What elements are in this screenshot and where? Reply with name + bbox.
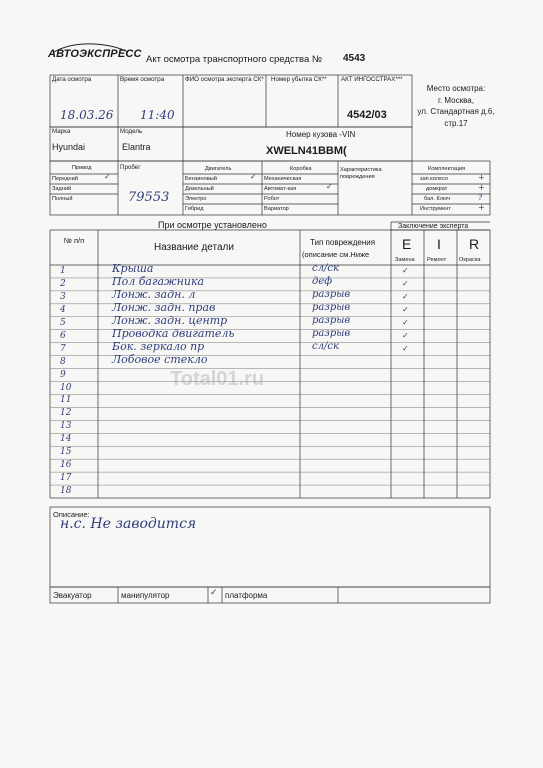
replace-check-icon: ✓ <box>402 330 409 340</box>
row-part-name: Лобовое стекло <box>112 352 208 366</box>
engine-label: Двигатель <box>205 166 232 172</box>
column-repair: Ремонт <box>427 257 447 263</box>
row-number: 2 <box>60 278 66 289</box>
table-row <box>50 382 490 395</box>
column-e: E <box>402 236 412 252</box>
kit-tools-mark: + <box>478 203 485 212</box>
table-row <box>50 459 490 472</box>
mileage-value: 79553 <box>128 190 170 205</box>
table-row <box>50 446 490 459</box>
row-number: 12 <box>60 408 72 419</box>
column-damage-type-note: (описание см.Ниже <box>302 250 370 259</box>
row-number: 3 <box>60 291 66 302</box>
place-line-1: г. Москва, <box>438 95 474 105</box>
table-caption: При осмотре установлено <box>158 220 267 230</box>
notes-text: н.с. Не заводится <box>60 516 197 532</box>
row-part-name: Лонж. задн. прав <box>112 300 216 314</box>
act-ingos-value: 4542/03 <box>347 109 387 121</box>
evac-platform: платформа <box>225 591 268 600</box>
row-number: 4 <box>60 304 66 315</box>
place-line-3: стр.17 <box>444 118 468 128</box>
row-damage-type: деф <box>312 275 333 287</box>
kit-spare-wheel: зап.колесо <box>420 176 449 182</box>
replace-check-icon: ✓ <box>402 317 409 327</box>
watermark-text: Total01.ru <box>170 368 265 390</box>
kit-wrench: бал. Ключ <box>424 196 451 202</box>
table-row <box>50 433 490 446</box>
column-r: R <box>469 236 480 252</box>
table-row <box>50 407 490 420</box>
expert-conclusion-label: Заключение эксперта <box>398 223 469 230</box>
kit-spare-mark: + <box>478 173 485 182</box>
place-label: Место осмотра: <box>426 84 486 93</box>
act-ingos-label: АКТ ИНГОССТРАХ*** <box>341 76 403 83</box>
column-number: № п/п <box>63 236 85 245</box>
row-damage-type: разрыв <box>312 301 351 313</box>
evac-label: Эвакуатор <box>53 591 92 600</box>
model-value: Elantra <box>122 142 151 152</box>
row-part-name: Лонж. задн. л <box>112 287 196 301</box>
logo-text: АВТОЭКСПРЕСС <box>48 48 142 60</box>
evac-manipulator: манипулятор <box>121 591 170 600</box>
mileage-label: Пробег <box>120 164 141 171</box>
drive-rear: Задний <box>52 186 72 192</box>
row-number: 9 <box>60 369 66 380</box>
table-row <box>50 352 490 369</box>
kit-label: Комплектация <box>428 166 466 172</box>
make-value: Hyundai <box>52 142 86 152</box>
row-number: 11 <box>60 395 72 406</box>
replace-check-icon: ✓ <box>402 278 409 288</box>
row-number: 6 <box>60 330 66 341</box>
damage-characteristics-label: Характеристика повреждения <box>340 167 382 180</box>
row-number: 1 <box>60 266 66 276</box>
gearbox-auto: Автомат-кая <box>264 186 297 192</box>
table-row <box>50 394 490 407</box>
drive-full: Полный <box>52 196 73 202</box>
kit-tools: Инструмент <box>420 206 451 212</box>
replace-check-icon: ✓ <box>402 266 409 275</box>
row-number: 7 <box>60 343 66 354</box>
page-title: Акт осмотра транспортного средства № <box>146 54 323 65</box>
act-number: 4543 <box>343 53 366 64</box>
replace-check-icon: ✓ <box>402 291 409 301</box>
gearbox-cvt: Вариатор <box>264 206 289 212</box>
drive-label: Привод <box>72 165 92 171</box>
make-label: Марка <box>52 128 71 135</box>
kit-jack: домкрат <box>426 186 448 192</box>
kit-wrench-mark: ? <box>478 193 483 202</box>
column-i: I <box>437 236 441 252</box>
gearbox-auto-check-icon: ✓ <box>326 182 333 191</box>
table-row <box>50 485 490 498</box>
expert-label: ФИО осмотра эксперта СК* <box>185 76 264 83</box>
row-number: 14 <box>60 434 72 445</box>
row-part-name: Крыша <box>112 262 154 275</box>
drive-front-check-icon: ✓ <box>104 172 111 181</box>
row-part-name: Бок. зеркало пр <box>112 339 205 353</box>
row-part-name: Пол багажника <box>112 274 205 288</box>
engine-diesel: Дизельный <box>185 186 214 192</box>
kit-jack-mark: + <box>478 183 485 192</box>
time-label: Время осмотра <box>120 76 165 83</box>
evac-manipulator-check-icon: ✓ <box>210 588 218 598</box>
row-number: 16 <box>60 460 72 471</box>
row-number: 8 <box>60 356 66 367</box>
row-number: 5 <box>60 317 66 328</box>
column-replace: Замена <box>395 257 415 263</box>
replace-check-icon: ✓ <box>402 343 409 353</box>
time-value: 11:40 <box>140 108 175 122</box>
engine-petrol: Бензиновый <box>185 176 217 182</box>
row-damage-type: разрыв <box>312 327 351 339</box>
column-damage-type: Тип повреждения <box>310 238 376 247</box>
table-row <box>50 369 490 382</box>
engine-hybrid: Гибрид <box>185 206 204 212</box>
date-label: Дата осмотра <box>52 76 92 83</box>
gearbox-manual: Механическая <box>264 176 302 182</box>
drive-front: Передний <box>52 176 78 182</box>
date-value: 18.03.26 <box>60 108 114 122</box>
engine-petrol-check-icon: ✓ <box>250 172 257 181</box>
row-damage-type: разрыв <box>312 314 351 326</box>
model-label: Модель <box>120 128 143 135</box>
vin-label: Номер кузова -VIN <box>286 130 356 139</box>
inspection-place <box>416 83 496 129</box>
column-part-name: Название детали <box>154 242 234 253</box>
place-line-2: ул. Стандартная д.6, <box>417 107 495 117</box>
row-part-name: Лонж. задн. центр <box>112 313 228 327</box>
row-number: 13 <box>60 421 72 432</box>
row-number: 15 <box>60 447 72 458</box>
row-damage-type: сл/ск <box>312 263 339 274</box>
table-row <box>50 420 490 433</box>
gearbox-label: Коробка <box>290 166 312 172</box>
gearbox-robot: Робот <box>264 196 280 202</box>
replace-check-icon: ✓ <box>402 304 409 314</box>
table-row <box>50 472 490 485</box>
row-number: 10 <box>60 382 72 393</box>
row-part-name: Проводка двигатель <box>112 326 235 340</box>
row-number: 18 <box>60 486 72 497</box>
vin-value: XWELN41BBM( <box>266 145 347 157</box>
row-damage-type: сл/ск <box>312 340 339 352</box>
notes-label: Описание: <box>53 510 90 519</box>
engine-electric: Электро <box>185 196 207 202</box>
column-paint: Окраска <box>459 257 481 263</box>
row-number: 17 <box>60 473 72 484</box>
loss-number-label: Номер убытка СК** <box>271 76 327 83</box>
row-damage-type: разрыв <box>312 288 351 300</box>
